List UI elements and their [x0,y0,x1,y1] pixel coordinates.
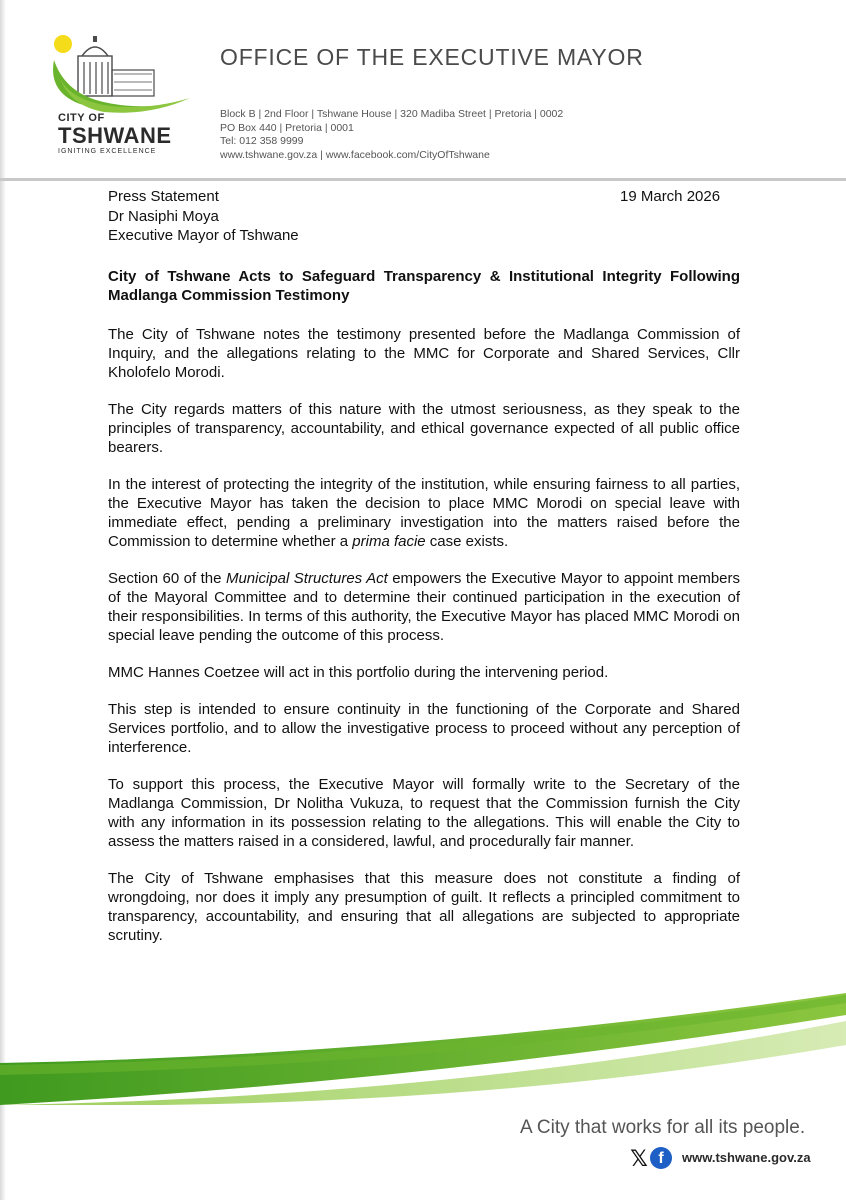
logo-tshwane-wordmark: TSHWANE [58,123,172,148]
address-line: www.tshwane.gov.za | www.facebook.com/CityOfTshwane [220,148,490,161]
x-icon[interactable]: 𝕏 [630,1146,648,1171]
statement-type: Press Statement [108,188,219,205]
body-paragraph: The City of Tshwane notes the testimony presented before the Madlanga Commission of Inquiry, and the allegations relating to the MMC for Corporate and Shared Services, Cllr Kholofelo Morodi. [108,326,740,381]
office-title: OFFICE OF THE EXECUTIVE MAYOR [220,44,644,70]
footer-website-link[interactable]: www.tshwane.gov.za [682,1150,811,1165]
italic-phrase: Municipal Structures Act [225,570,388,587]
facebook-icon[interactable]: f [650,1147,672,1169]
address-line: PO Box 440 | Pretoria | 0001 [220,121,354,134]
city-of-tshwane-logo [40,30,210,160]
italic-phrase: prima facie [352,533,426,550]
logo-tagline: IGNITING EXCELLENCE [58,148,157,155]
statement-author: Dr Nasiphi Moya [108,207,219,225]
statement-author-title: Executive Mayor of Tshwane [108,227,299,244]
header-divider [0,178,846,181]
body-paragraph: This step is intended to ensure continuity in the functioning of the Corporate and Shared Services portfolio, and to allow the investigative process to proceed without any perception of interference. [108,701,740,756]
address-line: Tel: 012 358 9999 [220,135,304,147]
address-line: Block B | 2nd Floor | Tshwane House | 320 Madiba Street | Pretoria | 0002 [220,108,564,120]
body-paragraph: Section 60 of the Municipal Structures Act empowers the Executive Mayor to appoint members of the Mayoral Committee and to determine their continued participation in the execution of their responsibilities. In terms of this authority, the Executive Mayor has placed MMC Morodi on special leave pending the outcome of this process. [108,570,741,644]
body-paragraph: MMC Hannes Coetzee will act in this portfolio during the intervening period. [108,664,609,681]
tshwane-house-icon [40,30,210,120]
statement-date: 19 March 2026 [620,188,721,205]
footer-green-swoosh [0,985,846,1105]
body-paragraph: The City of Tshwane emphasises that this measure does not constitute a finding of wrongdoing, nor does it imply any presumption of guilt. It reflects a principled commitment to transparency, accountability, and ensuring that all allegations are subjected to appropriate scrutiny. [108,870,740,944]
statement-headline: City of Tshwane Acts to Safeguard Transparency & Institutional Integrity Following Madlanga Commission Testimony [108,268,740,304]
statement-meta [108,187,299,246]
statement-body [108,325,740,963]
footer-slogan: A City that works for all its people. [520,1117,806,1138]
address-block [220,108,563,162]
body-paragraph: To support this process, the Executive Mayor will formally write to the Secretary of the Madlanga Commission, Dr Nolitha Vukuza, to request that the Commission furnish the City with any information in its possession relating to the allegations. This will enable the City to assess the matters raised in a considered, lawful, and procedurally fair manner. [108,776,740,850]
body-paragraph: The City regards matters of this nature with the utmost seriousness, as they speak to the principles of transparency, accountability, and ethical governance expected of all public office bearers. [108,401,740,456]
logo-city-of: CITY OF [58,112,105,124]
body-paragraph: In the interest of protecting the integrity of the institution, while ensuring fairness to all parties, the Executive Mayor has taken the decision to place MMC Morodi on special leave with immediate effect, pending a preliminary investigation into the matters raised before the Commission to determine whether a prima facie case exists. [108,476,740,550]
